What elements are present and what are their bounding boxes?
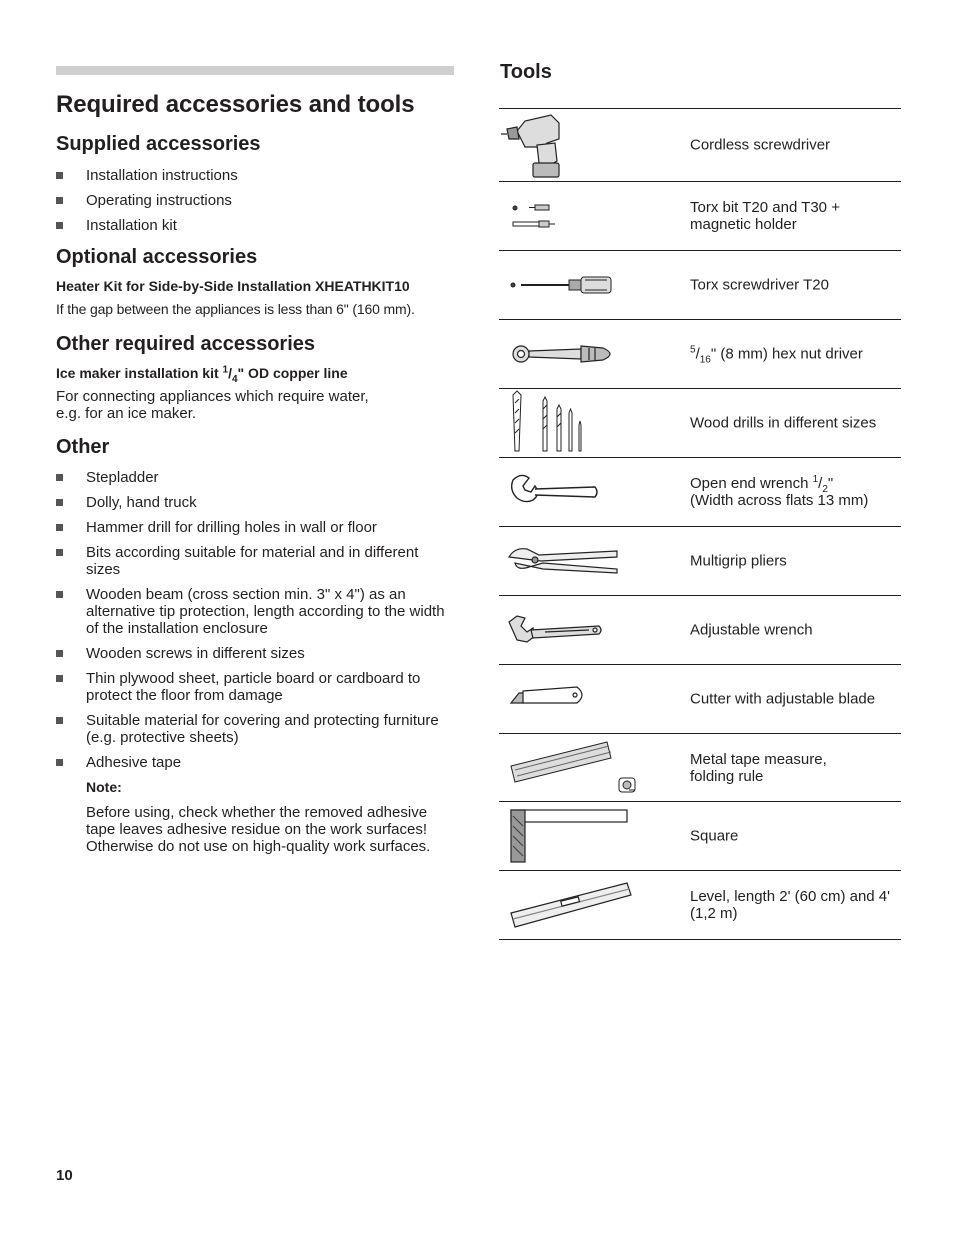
list-item: Installation kit xyxy=(56,217,456,234)
torx-bit-icon xyxy=(499,182,684,250)
bullet-icon xyxy=(56,222,63,229)
page-title: Required accessories and tools xyxy=(56,91,415,118)
heater-kit-text: If the gap between the appliances is less than 6" (160 mm). xyxy=(56,301,415,317)
table-row xyxy=(499,802,901,871)
heater-kit-subheading: Heater Kit for Side-by-Side Installation XHEATHKIT10 xyxy=(56,278,410,294)
wood-drills-icon xyxy=(499,389,684,457)
supplied-heading: Supplied accessories xyxy=(56,133,261,155)
tool-label: $^5/_{16}$" (8 mm) hex nut driver xyxy=(690,344,863,366)
other-list xyxy=(56,469,456,771)
list-item: Wooden screws in different sizes xyxy=(56,645,456,662)
table-row xyxy=(499,458,901,527)
adjustable-wrench-icon xyxy=(499,596,684,664)
list-item: Hammer drill for drilling holes in wall or floor xyxy=(56,519,456,536)
cordless-screwdriver-icon xyxy=(499,109,684,181)
table-row xyxy=(499,109,901,182)
table-row xyxy=(499,320,901,389)
bullet-icon xyxy=(56,474,63,481)
other-required-heading: Other required accessories xyxy=(56,333,316,355)
tool-label: Square xyxy=(690,827,739,845)
bullet-icon xyxy=(56,524,63,531)
torx-screwdriver-icon xyxy=(499,251,684,319)
square-icon xyxy=(499,802,684,870)
tool-label: Cordless screwdriver xyxy=(690,136,831,154)
page-number: 10 xyxy=(56,1167,73,1184)
note-text: Before using, check whether the removed adhesive tape leaves adhesive residue on the work surfaces! Otherwise do not use on high-quality work surfaces. xyxy=(86,804,431,855)
tool-label: Metal tape measure, folding rule xyxy=(690,750,827,785)
tool-label: Torx bit T20 and T30 + magnetic holder xyxy=(690,199,840,233)
header-rule xyxy=(56,66,454,75)
list-item: Thin plywood sheet, particle board or cardboard to protect the floor from damage xyxy=(56,670,456,704)
right-column xyxy=(499,60,901,922)
level-icon xyxy=(499,871,684,939)
table-row xyxy=(499,527,901,596)
tools-table xyxy=(499,108,901,940)
tape-measure-icon xyxy=(499,734,684,801)
multigrip-pliers-icon xyxy=(499,527,684,595)
list-item: Adhesive tape xyxy=(56,754,456,771)
table-row xyxy=(499,389,901,458)
bullet-icon xyxy=(56,759,63,766)
cutter-icon xyxy=(499,665,684,733)
hex-nut-driver-icon xyxy=(499,320,684,388)
tool-label: Open end wrench $^1/_2$" (Width across flats 13 mm) xyxy=(690,474,869,509)
list-item: Stepladder xyxy=(56,469,456,486)
left-column xyxy=(56,66,456,855)
bullet-icon xyxy=(56,549,63,556)
bullet-icon xyxy=(56,499,63,506)
list-item: Installation instructions xyxy=(56,167,456,184)
bullet-icon xyxy=(56,591,63,598)
bullet-icon xyxy=(56,172,63,179)
tool-label: Adjustable wrench xyxy=(690,621,813,639)
table-row xyxy=(499,871,901,940)
open-end-wrench-icon xyxy=(499,458,684,526)
tool-label: Wood drills in different sizes xyxy=(690,414,877,432)
list-item: Suitable material for covering and protecting furniture (e.g. protective sheets) xyxy=(56,712,456,746)
list-item: Wooden beam (cross section min. 3" x 4") as an alternative tip protection, length according to the width of the installation enclosure xyxy=(56,586,456,637)
list-item: Dolly, hand truck xyxy=(56,494,456,511)
other-heading: Other xyxy=(56,436,110,458)
tool-label: Level, length 2' (60 cm) and 4' (1,2 m) xyxy=(690,888,891,922)
table-row xyxy=(499,734,901,802)
table-row xyxy=(499,665,901,734)
tool-label: Multigrip pliers xyxy=(690,552,787,570)
list-item: Operating instructions xyxy=(56,192,456,209)
bullet-icon xyxy=(56,197,63,204)
optional-heading: Optional accessories xyxy=(56,246,258,268)
bullet-icon xyxy=(56,717,63,724)
table-row xyxy=(499,182,901,251)
ice-maker-text: For connecting appliances which require water, e.g. for an ice maker. xyxy=(56,388,369,422)
tool-label: Cutter with adjustable blade xyxy=(690,690,876,708)
list-item: Bits according suitable for material and in different sizes xyxy=(56,544,456,578)
note-label: Note: xyxy=(86,779,122,795)
ice-maker-subheading: Ice maker installation kit $^1/_4$" OD copper line xyxy=(56,364,348,385)
bullet-icon xyxy=(56,650,63,657)
tool-label: Torx screwdriver T20 xyxy=(690,276,829,294)
supplied-list xyxy=(56,167,456,234)
table-row xyxy=(499,596,901,665)
table-row xyxy=(499,251,901,320)
tools-heading: Tools xyxy=(500,61,552,83)
bullet-icon xyxy=(56,675,63,682)
